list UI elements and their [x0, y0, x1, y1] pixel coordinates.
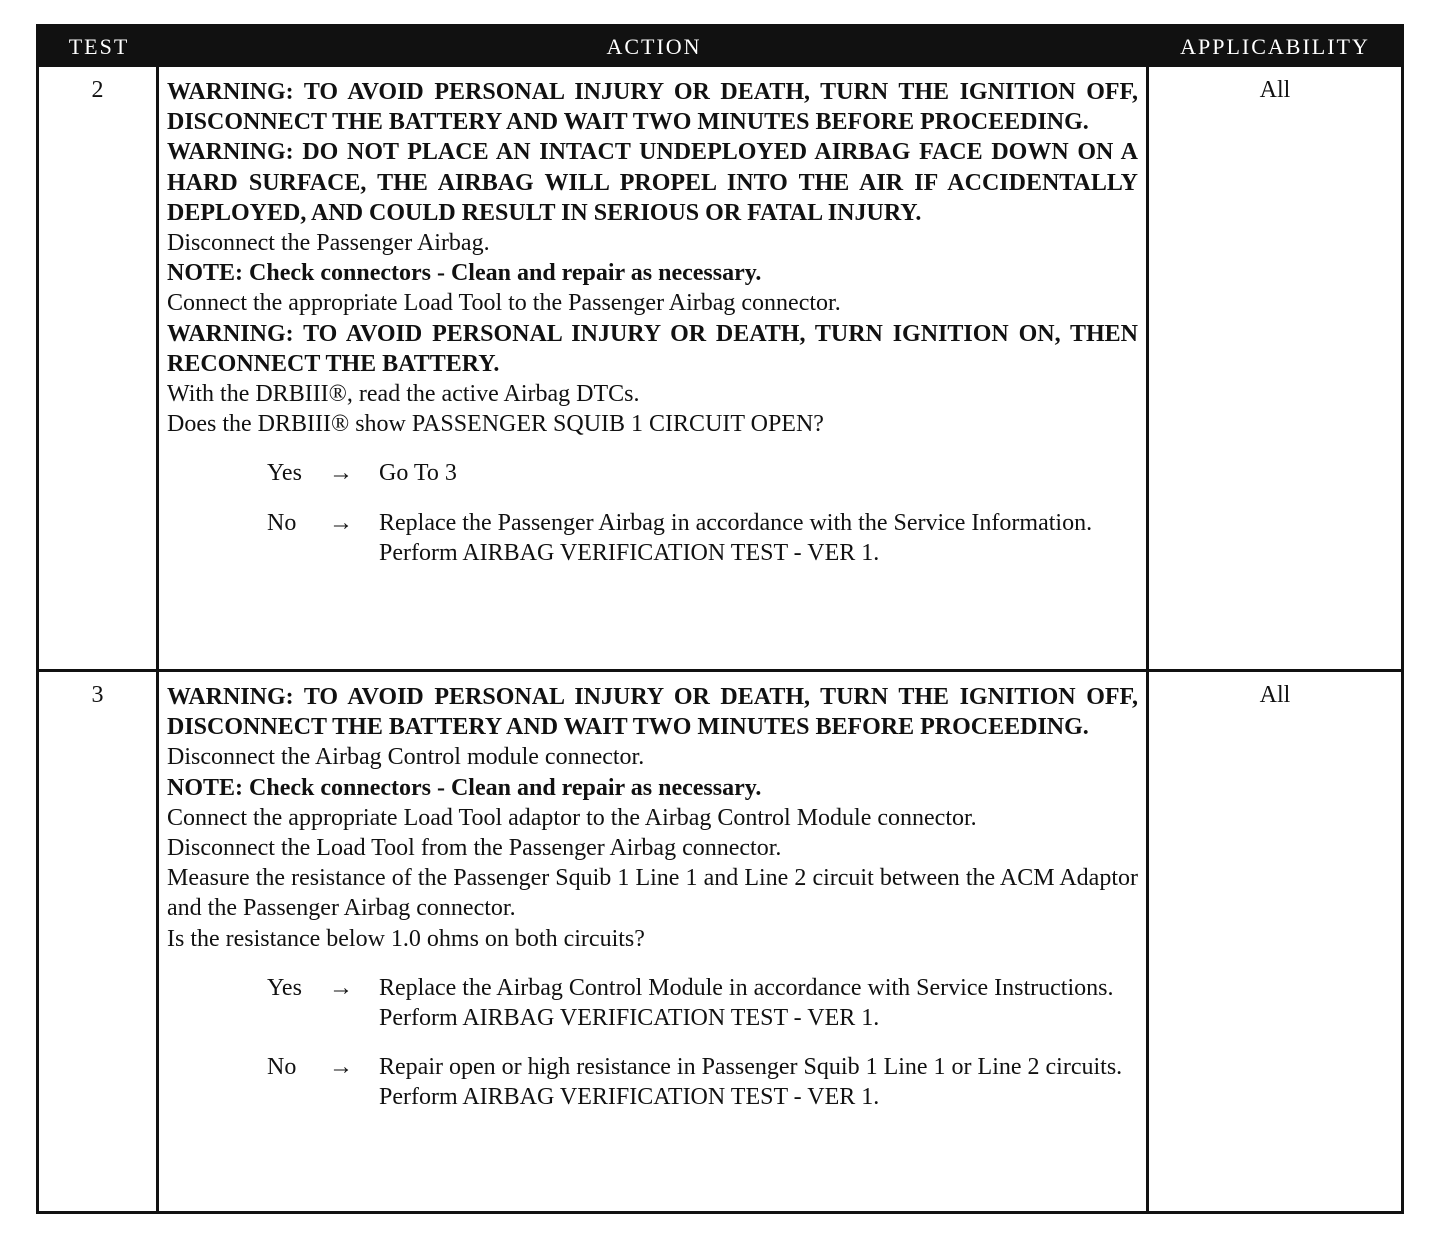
outcome-text: Perform AIRBAG VERIFICATION TEST - VER 1.: [379, 539, 880, 566]
outcome-text: Repair open or high resistance in Passenger Squib 1 Line 1 or Line 2 circuits.: [379, 1054, 1123, 1081]
outcome-label: No: [267, 509, 297, 536]
applicability-cell: All: [1259, 77, 1291, 103]
table-row: [39, 672, 1401, 1211]
table-row: [39, 67, 1401, 672]
outcome-action: [379, 508, 1138, 568]
warning-text: WARNING: TO AVOID PERSONAL INJURY OR DEATH, TURN THE IGNITION OFF, DISCONNECT THE BATTERY AND WAIT TWO MINUTES BEFORE PROCEEDING.: [167, 79, 1138, 136]
arrow-right-icon: →: [329, 460, 353, 487]
diagnostic-table: [36, 24, 1404, 1214]
outcome-text: Perform AIRBAG VERIFICATION TEST - VER 1.: [379, 1084, 880, 1111]
outcome-yes: [267, 973, 1138, 1033]
instruction-text: Disconnect the Airbag Control module connector.: [167, 744, 645, 771]
outcome-no: [267, 508, 1138, 568]
question-text: Does the DRBIII® show PASSENGER SQUIB 1 CIRCUIT OPEN?: [167, 411, 824, 438]
instruction-text: Disconnect the Load Tool from the Passenger Airbag connector.: [167, 835, 782, 862]
instruction-text: Connect the appropriate Load Tool to the Passenger Airbag connector.: [167, 290, 841, 317]
arrow-right-icon: →: [329, 974, 353, 1001]
instruction-text: Connect the appropriate Load Tool adaptor to the Airbag Control Module connector.: [167, 804, 977, 831]
action-cell: [159, 67, 1149, 669]
arrow-right-icon: →: [329, 1054, 353, 1081]
table-header: [39, 27, 1401, 67]
note-text: NOTE: Check connectors - Clean and repair as necessary.: [167, 774, 762, 801]
outcome-action: [379, 458, 1138, 488]
warning-text: WARNING: TO AVOID PERSONAL INJURY OR DEATH, TURN THE IGNITION OFF, DISCONNECT THE BATTERY AND WAIT TWO MINUTES BEFORE PROCEEDING.: [167, 684, 1138, 741]
action-cell: [159, 672, 1149, 1211]
outcome-text: Perform AIRBAG VERIFICATION TEST - VER 1.: [379, 1005, 880, 1032]
note-text: NOTE: Check connectors - Clean and repair as necessary.: [167, 260, 762, 287]
outcome-no: [267, 1052, 1138, 1112]
test-number: 2: [39, 67, 159, 669]
warning-text: WARNING: DO NOT PLACE AN INTACT UNDEPLOYED AIRBAG FACE DOWN ON A HARD SURFACE, THE AIRBAG WILL PROPEL INTO THE AIR IF ACCIDENTALLY DEPLOYED, AND COULD RESULT IN SERIOUS OR FATAL INJURY.: [167, 139, 1138, 226]
question-text: Is the resistance below 1.0 ohms on both circuits?: [167, 925, 645, 952]
header-test: TEST: [68, 34, 130, 59]
outcome-action: [379, 1052, 1138, 1112]
header-applicability: APPLICABILITY: [1180, 34, 1370, 59]
header-action: ACTION: [606, 34, 702, 59]
instruction-text: Disconnect the Passenger Airbag.: [167, 230, 490, 257]
outcome-text: Go To 3: [379, 460, 457, 487]
outcome-label: Yes: [267, 974, 302, 1001]
outcome-label: No: [267, 1054, 297, 1081]
outcome-action: [379, 973, 1138, 1033]
warning-text: WARNING: TO AVOID PERSONAL INJURY OR DEATH, TURN IGNITION ON, THEN RECONNECT THE BATTERY.: [167, 320, 1138, 377]
outcome-yes: [267, 458, 1138, 488]
arrow-right-icon: →: [329, 509, 353, 536]
outcome-text: Replace the Airbag Control Module in accordance with Service Instructions.: [379, 974, 1114, 1001]
outcome-text: Replace the Passenger Airbag in accordance with the Service Information.: [379, 509, 1093, 536]
instruction-text: Measure the resistance of the Passenger Squib 1 Line 1 and Line 2 circuit between the ACM Adaptor and the Passenger Airbag connector.: [167, 865, 1138, 922]
test-number: 3: [39, 672, 159, 1211]
applicability-cell: All: [1259, 682, 1291, 708]
outcome-label: Yes: [267, 460, 302, 487]
instruction-text: With the DRBIII®, read the active Airbag DTCs.: [167, 381, 640, 408]
